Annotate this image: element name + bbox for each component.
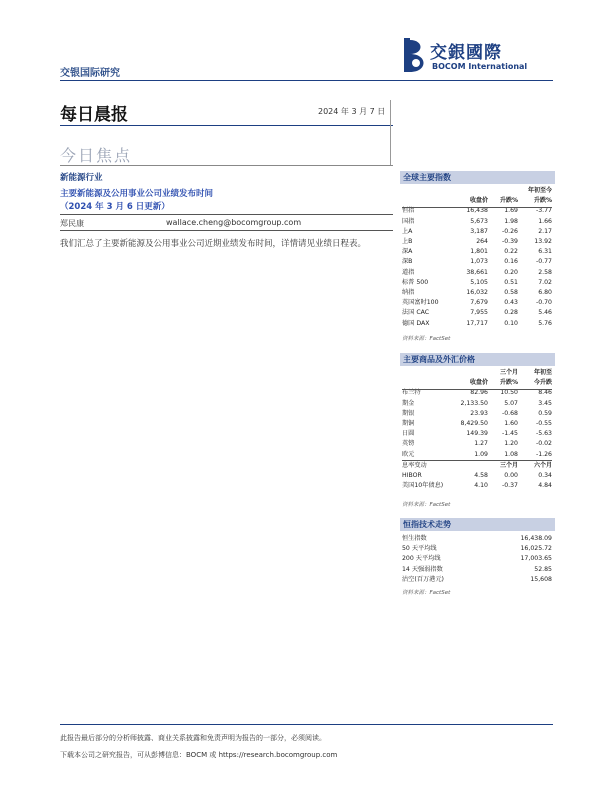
index-row-chg: 1.98 xyxy=(504,217,518,225)
col-ytd-2: 今升跌 xyxy=(533,379,552,387)
commodity-row-close: 8,429.50 xyxy=(460,420,488,428)
index-row xyxy=(402,217,552,227)
index-row-name: 深B xyxy=(402,258,413,266)
index-row-chg: 1.69 xyxy=(504,207,518,215)
header-rule xyxy=(60,80,553,81)
rate-row-m6: 0.34 xyxy=(538,472,552,480)
col-ytd-1: 年初至今 xyxy=(527,187,552,194)
index-row-close: 1,801 xyxy=(470,248,488,256)
commodity-row-close: 1.09 xyxy=(474,450,488,458)
report-date: 2024 年 3 月 7 日 xyxy=(318,107,386,116)
commodities-source: 资料来源：FactSet xyxy=(402,502,451,508)
index-row-close: 264 xyxy=(476,238,488,246)
commodity-row xyxy=(402,429,552,439)
index-row-chg: 0.20 xyxy=(504,268,518,276)
commodity-row-name: 期银 xyxy=(402,409,415,417)
logo-text-cn: 交銀國際 xyxy=(430,43,502,63)
index-row xyxy=(402,268,552,278)
index-row-ytd: -0.77 xyxy=(535,258,552,266)
index-row-chg: 0.28 xyxy=(504,309,518,317)
rate-row-name: 美国10年债息) xyxy=(402,482,444,490)
commodity-row-m3: -0.68 xyxy=(501,409,518,417)
index-row-close: 7,955 xyxy=(470,309,488,317)
commodity-row-m3: 1.20 xyxy=(504,440,518,448)
commodity-row-ytd: -0.02 xyxy=(535,440,552,448)
index-row-close: 16,032 xyxy=(466,289,488,297)
commodity-row-ytd: -5.63 xyxy=(535,430,552,438)
logo-text-en: BOCOM International xyxy=(432,62,528,71)
technical-row xyxy=(402,565,552,575)
indices-header: 全球主要指数 xyxy=(400,171,555,184)
index-row xyxy=(402,257,552,267)
index-row-ytd: -3.77 xyxy=(535,207,552,215)
index-row-close: 38,661 xyxy=(466,268,488,276)
download-note: 下载本公司之研究报告，可从彭博信息：BOCM 或 https://research.bocomgroup.com xyxy=(60,751,338,759)
rate-row-m3: 0.00 xyxy=(504,472,518,480)
commodity-row-m3: 5.07 xyxy=(504,399,518,407)
focus-rule xyxy=(60,165,393,166)
index-row-name: 标普 500 xyxy=(402,278,429,286)
commodity-row xyxy=(402,439,552,449)
commodity-row-name: 期铜 xyxy=(402,420,415,428)
commodity-row-ytd: 8.46 xyxy=(538,389,552,397)
commodity-row-ytd: -0.55 xyxy=(535,420,552,428)
commodity-row-m3: 1.08 xyxy=(504,450,518,458)
commodities-header: 主要商品及外汇价格 xyxy=(400,353,555,366)
index-row-ytd: 5.46 xyxy=(538,309,552,317)
section-title: 新能源行业 xyxy=(60,173,103,183)
technical-row-value: 15,608 xyxy=(530,575,552,583)
index-row-chg: 0.22 xyxy=(504,248,518,256)
commodity-row-name: 布兰特 xyxy=(402,389,421,397)
technical-table xyxy=(402,534,552,585)
index-row-chg: 0.10 xyxy=(504,319,518,327)
index-row-name: 上B xyxy=(402,238,413,246)
index-row xyxy=(402,247,552,257)
index-row-ytd: 5.76 xyxy=(538,319,552,327)
index-row xyxy=(402,227,552,237)
index-row-name: 法国 CAC xyxy=(402,309,430,317)
col-ytd-1: 年初至 xyxy=(533,369,552,376)
technical-row-name: 200 天平均线 xyxy=(402,555,441,563)
author-rule-top xyxy=(60,214,393,215)
index-row-name: 纳指 xyxy=(402,289,415,297)
index-row xyxy=(402,237,552,247)
commodity-row-m3: -1.45 xyxy=(501,430,518,438)
commodities-table xyxy=(402,368,552,491)
commodity-row-close: 1.27 xyxy=(474,440,488,448)
index-row xyxy=(402,288,552,298)
rate-row-v: 4.58 xyxy=(474,472,488,480)
technical-row xyxy=(402,534,552,544)
author-email[interactable]: wallace.cheng@bocomgroup.com xyxy=(166,218,302,227)
index-row-ytd: 1.66 xyxy=(538,217,552,225)
bocom-logo-icon xyxy=(402,36,430,76)
index-row-ytd: 2.17 xyxy=(538,227,552,235)
technical-source: 资料来源：FactSet xyxy=(402,590,451,596)
technical-row-name: 14 天强弱指数 xyxy=(402,565,443,573)
index-row-close: 1,073 xyxy=(470,258,488,266)
index-row-chg: 0.16 xyxy=(504,258,518,266)
index-row-chg: 0.51 xyxy=(504,278,518,286)
index-row-chg: -0.39 xyxy=(501,238,518,246)
author-name: 郑民康 xyxy=(60,219,84,228)
index-row-close: 16,438 xyxy=(466,207,488,215)
col-close: 收盘价 xyxy=(469,379,488,387)
footer-rule xyxy=(60,724,553,725)
commodity-row xyxy=(402,450,552,461)
index-row-name: 上A xyxy=(402,227,413,235)
rate-row-name: HIBOR xyxy=(402,472,422,480)
disclaimer-note: 此报告最后部分的分析师披露、商业关系披露和免责声明为报告的一部分，必须阅读。 xyxy=(60,734,326,742)
commodity-row-close: 23.93 xyxy=(470,409,488,417)
index-row-name: 国指 xyxy=(402,217,415,225)
col-3m-1: 三个月 xyxy=(499,369,518,376)
title-rule xyxy=(60,125,393,126)
index-row-name: 深A xyxy=(402,248,413,256)
index-row xyxy=(402,308,552,318)
title-divider xyxy=(390,100,391,165)
commodity-row-close: 82.96 xyxy=(470,389,488,397)
indices-source: 资料来源：FactSet xyxy=(402,336,451,342)
technical-row-name: 50 天平均线 xyxy=(402,545,437,553)
index-row-name: 德国 DAX xyxy=(402,319,430,327)
index-row-name: 英国富时100 xyxy=(402,299,439,307)
commodity-row-ytd: -1.26 xyxy=(535,450,552,458)
commodity-row xyxy=(402,388,552,398)
technical-row xyxy=(402,554,552,564)
index-row-name: 恒指 xyxy=(402,207,415,215)
rate-row-v: 4.10 xyxy=(474,482,488,490)
technical-row-value: 16,025.72 xyxy=(520,545,552,553)
index-row-ytd: 6.80 xyxy=(538,289,552,297)
index-row xyxy=(402,206,552,216)
col-close: 收盘价 xyxy=(469,197,488,205)
technical-row-name: 沽空(百万港元) xyxy=(402,575,444,583)
summary-paragraph: 我们汇总了主要新能源及公用事业公司近期业绩发布时间，详情请见业绩日程表。 xyxy=(60,239,367,249)
technical-row-value: 52.85 xyxy=(534,565,552,573)
commodity-row-name: 英镑 xyxy=(402,440,415,448)
author-rule-bottom xyxy=(60,230,393,231)
col-3m-2: 升跌% xyxy=(499,379,518,387)
technical-header: 恒指技术走势 xyxy=(400,518,555,531)
commodity-row-m3: 10.50 xyxy=(500,389,518,397)
commodity-row xyxy=(402,399,552,409)
commodity-row-name: 期金 xyxy=(402,399,415,407)
index-row-close: 5,105 xyxy=(470,278,488,286)
commodity-row xyxy=(402,419,552,429)
commodity-row-m3: 1.60 xyxy=(504,420,518,428)
report-link-date[interactable]: （2024 年 3 月 6 日更新） xyxy=(60,202,170,212)
report-link[interactable]: 主要新能源及公用事业公司业绩发布时间 xyxy=(60,189,214,199)
index-row-name: 道指 xyxy=(402,268,415,276)
index-row-chg: 0.43 xyxy=(504,299,518,307)
technical-row xyxy=(402,575,552,585)
commodity-row-name: 欧元 xyxy=(402,450,415,458)
rate-col-6m: 六个月 xyxy=(533,461,552,469)
col-ytd-2: 升跌% xyxy=(533,197,552,205)
index-row-chg: 0.58 xyxy=(504,289,518,297)
rate-row xyxy=(402,481,552,491)
col-chg: 升跌% xyxy=(499,197,518,205)
commodity-row-close: 2,133.50 xyxy=(460,399,488,407)
commodity-row-name: 日圆 xyxy=(402,430,415,438)
index-row-close: 5,673 xyxy=(470,217,488,225)
index-row-close: 17,717 xyxy=(466,319,488,327)
commodity-row-ytd: 3.45 xyxy=(538,399,552,407)
index-row-ytd: 2.58 xyxy=(538,268,552,276)
index-row-ytd: 6.31 xyxy=(538,248,552,256)
index-row-ytd: 7.02 xyxy=(538,278,552,286)
commodity-row-close: 149.39 xyxy=(466,430,488,438)
page-title: 每日晨报 xyxy=(60,105,128,125)
rate-row-m3: -0.37 xyxy=(501,482,518,490)
brand-name: 交银国际研究 xyxy=(60,68,120,79)
index-row-close: 3,187 xyxy=(470,227,488,235)
rate-header: 息率变动 xyxy=(402,461,427,469)
technical-row-value: 16,438.09 xyxy=(520,535,552,542)
focus-heading: 今日焦点 xyxy=(60,146,133,165)
index-row-chg: -0.26 xyxy=(501,227,518,235)
commodity-row xyxy=(402,409,552,419)
rate-row xyxy=(402,471,552,481)
index-row-ytd: 13.92 xyxy=(534,238,552,246)
index-row xyxy=(402,298,552,308)
index-row-close: 7,679 xyxy=(470,299,488,307)
rate-col-3m: 三个月 xyxy=(499,461,518,469)
index-row-ytd: -0.70 xyxy=(535,299,552,307)
rate-row-m6: 4.84 xyxy=(538,482,552,490)
technical-row-value: 17,003.65 xyxy=(520,555,552,563)
technical-row-name: 恒生指数 xyxy=(402,535,427,542)
index-row xyxy=(402,278,552,288)
indices-rule xyxy=(402,207,552,208)
technical-row xyxy=(402,544,552,554)
commodity-row-ytd: 0.59 xyxy=(538,409,552,417)
commodities-rule xyxy=(402,389,552,390)
index-row xyxy=(402,319,552,329)
